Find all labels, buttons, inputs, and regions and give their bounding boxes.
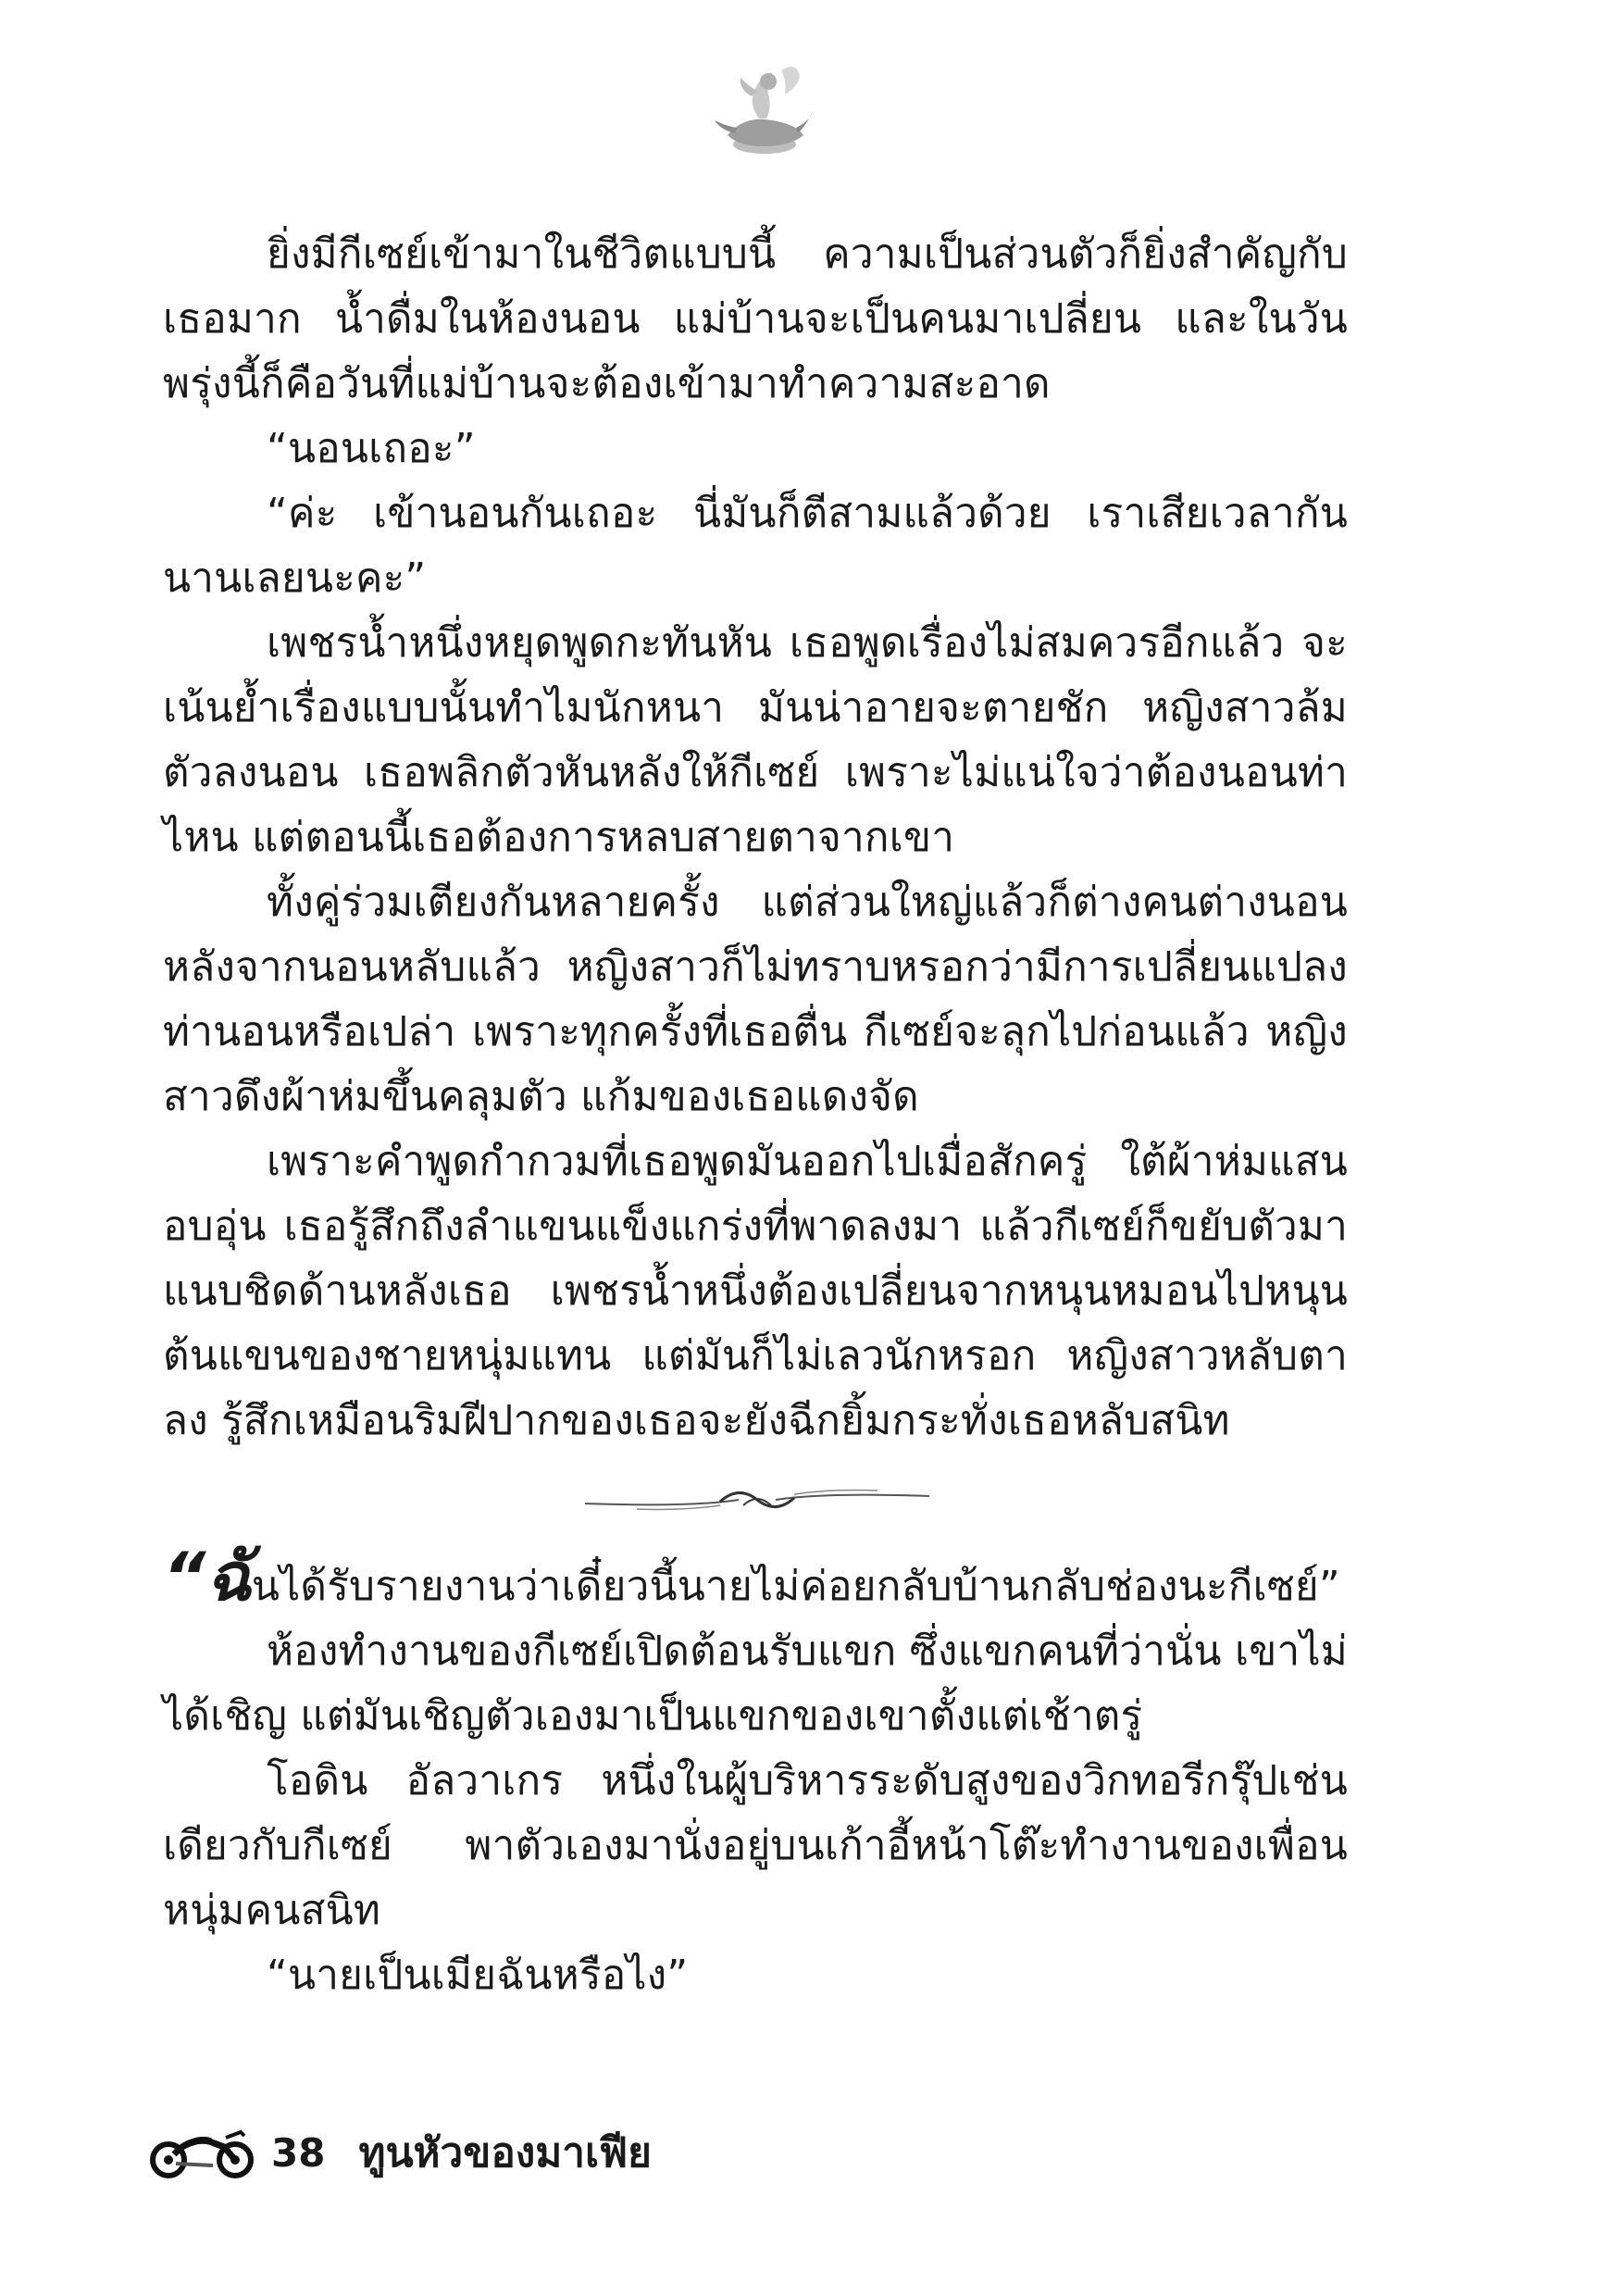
body-text [163,222,1348,2008]
paragraph: “ค่ะ เข้านอนกันเถอะ นี่มันก็ตีสามแล้วด้วย เราเสียเวลากันนานเลยนะคะ” [163,490,1348,602]
page-number: 38 [271,2129,326,2176]
section-divider-ornament-icon [581,1479,933,1520]
paragraph: เพราะคำพูดกำกวมที่เธอพูดมันออกไปเมื่อสักครู่ ใต้ผ้าห่มแสนอบอุ่น เธอรู้สึกถึงลำแขนแข็งแกร่งที่พาดลงมา แล้วกีเซย์ก็ขยับตัวมาแนบชิดด้านหลังเธอ เพชรน้ำหนึ่งต้องเปลี่ยนจากหนุนหมอนไปหนุนต้นแขนของชายหนุ่มแทน แต่มันก็ไม่เลวนักหรอก หญิงสาวหลับตาลง รู้สึกเหมือนริมฝีปากของเธอจะยังฉีกยิ้มกระทั่งเธอหลับสนิท [163,1138,1348,1444]
paragraph: โอดิน อัลวาเกร หนึ่งในผู้บริหารระดับสูงของวิกทอรีกรุ๊ปเช่นเดียวกับกีเซย์ พาตัวเองมานั่งอยู่บนเก้าอี้หน้าโต๊ะทำงานของเพื่อนหนุ่มคนสนิท [163,1757,1348,1934]
paragraph: ทั้งคู่ร่วมเตียงกันหลายครั้ง แต่ส่วนใหญ่แล้วก็ต่างคนต่างนอน หลังจากนอนหลับแล้ว หญิงสาวก็ไม่ทราบหรอกว่ามีการเปลี่ยนแปลงท่านอนหรือเปล่า เพราะทุกครั้งที่เธอตื่น กีเซย์จะลุกไปก่อนแล้ว หญิงสาวดึงผ้าห่มขึ้นคลุมตัว แก้มของเธอแดงจัด [163,879,1348,1120]
chapter-opening-line [163,1538,1348,1619]
motorcycle-icon [148,2127,255,2178]
paragraph: “นายเป็นเมียฉันหรือไง” [267,1952,689,1999]
book-title: ทูนหัวของมาเฟีย [358,2129,652,2177]
genie-lamp-emblem-icon [707,56,818,167]
page-footer [148,2120,652,2185]
drop-cap: “ฉั [163,1538,252,1616]
paragraph: ยิ่งมีกีเซย์เข้ามาในชีวิตแบบนี้ ความเป็นส่วนตัวก็ยิ่งสำคัญกับเธอมาก น้ำดื่มในห้องนอน แม่บ้านจะเป็นคนมาเปลี่ยน และในวันพรุ่งนี้ก็คือวันที่แม่บ้านจะต้องเข้ามาทำความสะอาด [163,231,1348,407]
paragraph: เพชรน้ำหนึ่งหยุดพูดกะทันหัน เธอพูดเรื่องไม่สมควรอีกแล้ว จะเน้นย้ำเรื่องแบบนั้นทำไมนักหนา มันน่าอายจะตายชัก หญิงสาวล้มตัวลงนอน เธอพลิกตัวหันหลังให้กีเซย์ เพราะไม่แน่ใจว่าต้องนอนท่าไหน แต่ตอนนี้เธอต้องการหลบสายตาจากเขา [163,619,1348,861]
paragraph: “นอนเถอะ” [267,425,476,472]
opening-line-text: นได้รับรายงานว่าเดี๋ยวนี้นายไม่ค่อยกลับบ้านกลับช่องนะกีเซย์” [251,1563,1340,1610]
paragraph: ห้องทำงานของกีเซย์เปิดต้อนรับแขก ซึ่งแขกคนที่ว่านั่น เขาไม่ได้เชิญ แต่มันเชิญตัวเองมาเป็นแขกของเขาตั้งแต่เช้าตรู่ [163,1628,1348,1740]
